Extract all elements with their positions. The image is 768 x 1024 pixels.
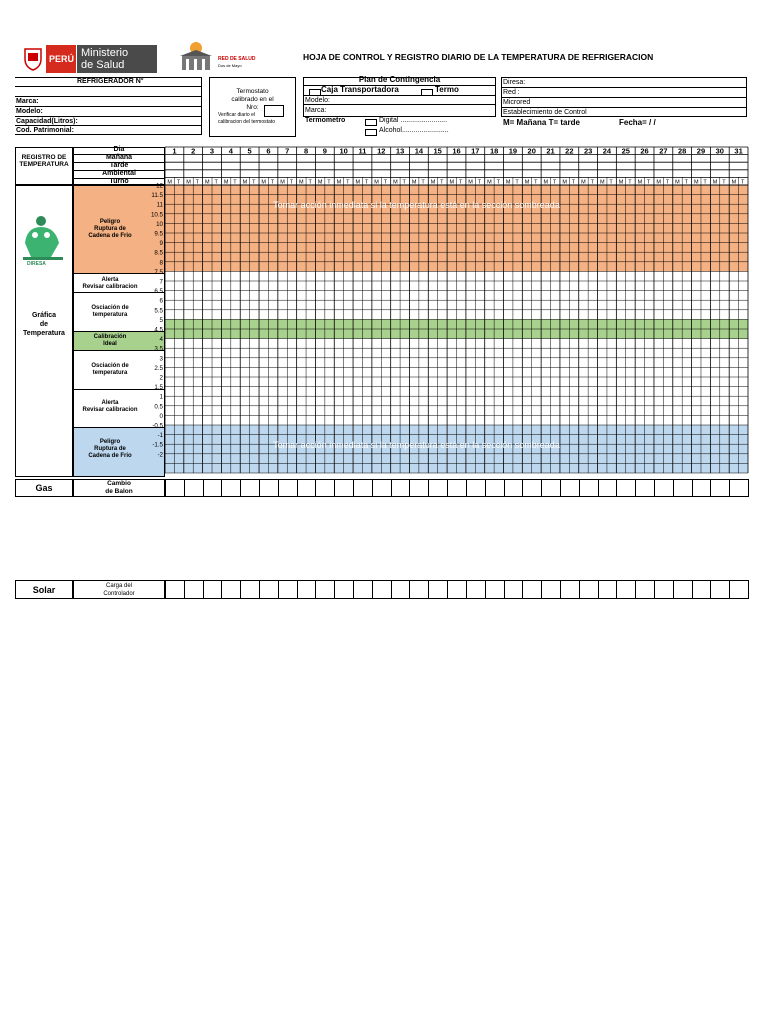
turn-m-label: M <box>336 179 342 186</box>
turn-t-label: T <box>647 179 651 186</box>
day-number: 7 <box>285 146 290 156</box>
turn-t-label: T <box>327 179 331 186</box>
turn-m-label: M <box>355 179 361 186</box>
turn-m-label: M <box>280 179 285 186</box>
gas-day-cell[interactable] <box>598 479 618 497</box>
scale-label: 0.5 <box>154 403 163 411</box>
day-number: 29 <box>696 146 706 156</box>
alerta-top-1: Alerta <box>101 277 119 283</box>
turn-t-label: T <box>195 179 200 186</box>
termo-checkbox[interactable] <box>421 89 433 96</box>
solar-day-cell[interactable] <box>334 580 354 599</box>
marca2-label: Marca: <box>305 107 327 114</box>
turn-t-label: T <box>552 179 557 186</box>
turn-m-label: M <box>656 179 661 186</box>
day-number: 24 <box>602 146 612 156</box>
turn-m-label: M <box>599 179 605 186</box>
caja-label: Caja Transportadora <box>321 85 399 94</box>
solar-day-cell[interactable] <box>560 580 580 599</box>
red-label: Red : <box>503 89 520 96</box>
turn-m-label: M <box>374 179 379 186</box>
gas-day-cell[interactable] <box>259 479 279 497</box>
gas-day-cell[interactable] <box>729 479 749 497</box>
verificar-label-1: Verificar diario el <box>218 112 255 118</box>
temperature-grid[interactable] <box>15 145 750 480</box>
scale-label: 4.5 <box>154 326 163 334</box>
alerta-bot-2: Revisar calibracion <box>82 407 138 413</box>
turn-m-label: M <box>261 179 267 186</box>
alerta-bot-1: Alerta <box>101 400 119 406</box>
gas-day-cell[interactable] <box>391 479 411 497</box>
termometro-label: Termometro <box>305 117 346 124</box>
gas-day-cell[interactable] <box>240 479 260 497</box>
gas-day-cell[interactable] <box>485 479 505 497</box>
scale-label: -2 <box>157 451 163 459</box>
dia-label: Dia <box>113 146 125 153</box>
solar-day-cell[interactable] <box>504 580 524 599</box>
grafica-label-2: de <box>39 321 49 328</box>
red-sub: Dos de Mayo <box>218 63 242 68</box>
ministry-label-2: de Salud <box>81 59 125 71</box>
solar-day-cell[interactable] <box>447 580 467 599</box>
scale-label: 4 <box>159 336 163 344</box>
scale-label: -1 <box>157 432 163 440</box>
turn-m-label: M <box>618 179 624 186</box>
day-number: 22 <box>565 146 574 156</box>
capacidad-label: Capacidad(Litros): <box>16 118 78 125</box>
gas-day-cell[interactable] <box>504 479 524 497</box>
hot-zone-message: Tomar acción inmediata si la temperatura está en la sección sombreada <box>273 200 560 211</box>
turn-m-label: M <box>581 179 586 186</box>
turn-m-label: M <box>675 179 680 186</box>
alcohol-label: Alcohol........................ <box>379 127 449 134</box>
turn-t-label: T <box>458 179 463 186</box>
solar-day-cell[interactable] <box>710 580 730 599</box>
scale-label: -1.5 <box>152 441 163 449</box>
gas-day-cell[interactable] <box>579 479 599 497</box>
solar-row <box>15 580 748 599</box>
day-number: 18 <box>489 146 499 156</box>
scale-label: 2.5 <box>154 364 163 372</box>
day-number: 30 <box>715 146 724 156</box>
peligro-hot-2: Ruptura de <box>94 226 126 232</box>
day-number: 23 <box>583 146 593 156</box>
gas-row <box>15 479 748 497</box>
solar-day-cell[interactable] <box>315 580 335 599</box>
gas-day-cell[interactable] <box>466 479 486 497</box>
turn-m-label: M <box>242 179 248 186</box>
turn-t-label: T <box>233 179 237 186</box>
modelo-label: Modelo: <box>16 108 43 115</box>
scale-label: 9.5 <box>154 230 163 238</box>
plan-contingencia-block <box>303 77 496 137</box>
peligro-cold-3: Cadena de Frio <box>88 453 132 459</box>
turn-t-label: T <box>308 179 312 186</box>
scale-label: -0.5 <box>152 422 163 430</box>
solar-day-cell[interactable] <box>184 580 204 599</box>
turn-m-label: M <box>524 179 530 186</box>
country-label: PERÚ <box>49 54 75 64</box>
gas-sub-2: de Balon <box>105 488 133 495</box>
scale-label: 10.5 <box>150 211 163 219</box>
termostato-label-2: calibrado en el <box>231 96 274 103</box>
scale-label: 7 <box>159 278 163 286</box>
turn-t-label: T <box>703 179 707 186</box>
gas-day-cell[interactable] <box>297 479 317 497</box>
page-title: HOJA DE CONTROL Y REGISTRO DIARIO DE LA TEMPERATURA DE REFRIGERACION <box>303 52 654 62</box>
turn-t-label: T <box>684 179 689 186</box>
establecimiento-block <box>501 77 747 137</box>
turn-m-label: M <box>637 179 643 186</box>
shield-icon <box>22 47 44 71</box>
solar-day-cell[interactable] <box>372 580 392 599</box>
turn-m-label: M <box>430 179 436 186</box>
solar-sub-1: Carga del <box>105 583 132 589</box>
solar-day-cell[interactable] <box>522 580 542 599</box>
solar-day-cell[interactable] <box>616 580 636 599</box>
building-icon <box>176 40 216 79</box>
turn-m-label: M <box>468 179 473 186</box>
gas-day-cell[interactable] <box>710 479 730 497</box>
scale-label: 6.5 <box>154 288 163 296</box>
modelo2-label: Modelo: <box>305 97 330 104</box>
grafica-label-3: Temperatura <box>23 330 65 337</box>
scale-label: 5 <box>159 316 163 324</box>
gas-day-cell[interactable] <box>428 479 448 497</box>
fecha-label: Fecha= / / <box>619 118 656 127</box>
solar-day-cell[interactable] <box>165 580 185 599</box>
day-number: 4 <box>228 146 233 156</box>
scale-label: 8.5 <box>154 249 163 257</box>
gas-day-cell[interactable] <box>522 479 542 497</box>
day-number: 31 <box>734 146 743 156</box>
plan-contingencia-title: Plan de Contingencia <box>358 75 441 84</box>
solar-day-cell[interactable] <box>240 580 260 599</box>
gas-day-cell[interactable] <box>409 479 429 497</box>
solar-day-cell[interactable] <box>353 580 373 599</box>
day-number: 1 <box>172 146 177 156</box>
scale-label: 11.5 <box>151 192 163 200</box>
scale-label: 7.5 <box>154 268 163 276</box>
establecimiento-label: Establecimiento de Control <box>503 109 587 116</box>
osc-top-2: temperatura <box>92 312 128 318</box>
alerta-top-2: Revisar calibracion <box>82 284 138 290</box>
scale-label: 5.5 <box>154 307 163 315</box>
turn-m-label: M <box>693 179 699 186</box>
gas-day-cell[interactable] <box>203 479 223 497</box>
termostato-label-1: Termostato <box>236 88 269 95</box>
gas-day-cell[interactable] <box>635 479 655 497</box>
gas-day-cell[interactable] <box>447 479 467 497</box>
red-de-salud-logo <box>176 40 256 74</box>
manana-label: Mañana <box>105 154 133 161</box>
scale-label: 2 <box>159 374 163 382</box>
peligro-hot-3: Cadena de Frio <box>88 233 132 239</box>
turn-t-label: T <box>176 179 181 186</box>
turn-t-label: T <box>534 179 538 186</box>
alcohol-checkbox[interactable] <box>365 129 377 136</box>
solar-day-cell[interactable] <box>391 580 411 599</box>
solar-day-cell[interactable] <box>635 580 655 599</box>
turn-t-label: T <box>440 179 444 186</box>
day-number: 26 <box>640 146 649 156</box>
cold-zone-message: Tomar acción inmediata si la temperatura está en la sección sombreada <box>273 440 560 451</box>
solar-label: Solar <box>32 585 56 595</box>
turn-m-label: M <box>487 179 492 186</box>
diresa-label: Diresa: <box>503 79 526 86</box>
gas-day-cell[interactable] <box>541 479 561 497</box>
caja-checkbox[interactable] <box>309 89 321 96</box>
gas-day-cell[interactable] <box>372 479 392 497</box>
turn-t-label: T <box>421 179 425 186</box>
solar-day-cell[interactable] <box>203 580 223 599</box>
day-number: 10 <box>339 146 348 156</box>
day-number: 17 <box>471 146 480 156</box>
turn-m-label: M <box>562 179 567 186</box>
solar-day-cell[interactable] <box>466 580 486 599</box>
turn-t-label: T <box>665 179 670 186</box>
solar-day-cell[interactable] <box>485 580 505 599</box>
peligro-cold-1: Peligro <box>99 439 121 445</box>
day-number: 15 <box>433 146 442 156</box>
scale-label: 10 <box>156 220 163 228</box>
marca-label: Marca: <box>16 98 39 105</box>
solar-day-cell[interactable] <box>598 580 618 599</box>
turn-m-label: M <box>317 179 323 186</box>
gas-day-cell[interactable] <box>353 479 373 497</box>
turn-m-label: M <box>167 179 172 186</box>
turn-t-label: T <box>270 179 275 186</box>
termostato-nro-field[interactable] <box>264 105 284 117</box>
day-number: 21 <box>546 146 555 156</box>
solar-cells[interactable] <box>165 580 748 599</box>
turn-t-label: T <box>590 179 594 186</box>
peligro-cold-2: Ruptura de <box>94 446 126 452</box>
turn-t-label: T <box>609 179 613 186</box>
scale-label: 8 <box>159 259 163 267</box>
turn-t-label: T <box>346 179 350 186</box>
turn-t-label: T <box>383 179 388 186</box>
grafica-label-1: Gráfica <box>31 312 57 319</box>
refrigerador-block <box>15 77 202 137</box>
turn-t-label: T <box>364 179 369 186</box>
turn-t-label: T <box>515 179 519 186</box>
turn-t-label: T <box>741 179 745 186</box>
day-number: 28 <box>678 146 687 156</box>
peru-logo <box>20 45 158 73</box>
day-number: 13 <box>395 146 405 156</box>
cod-patrimonial-label: Cod. Patrimonial: <box>16 127 74 134</box>
turn-m-label: M <box>543 179 549 186</box>
ministry-label-1: Ministerio <box>81 47 129 59</box>
day-number: 20 <box>527 146 536 156</box>
gas-day-cell[interactable] <box>560 479 580 497</box>
ambiental-label: Ambiental <box>102 170 136 177</box>
day-number: 19 <box>508 146 518 156</box>
day-number: 8 <box>303 146 309 156</box>
gas-day-cell[interactable] <box>692 479 712 497</box>
turn-t-label: T <box>402 179 406 186</box>
scale-label: 6 <box>159 297 163 305</box>
scale-label: 3 <box>159 355 163 363</box>
day-number: 5 <box>247 146 252 156</box>
gas-cells[interactable] <box>165 479 748 497</box>
solar-day-cell[interactable] <box>692 580 712 599</box>
red-name: RED DE SALUD <box>218 56 256 62</box>
gas-day-cell[interactable] <box>654 479 674 497</box>
diresa-logo-text: DIRESA <box>27 261 46 267</box>
scale-label: 0 <box>159 412 163 420</box>
gas-day-cell[interactable] <box>278 479 298 497</box>
gas-day-cell[interactable] <box>334 479 354 497</box>
osc-bot-1: Osciación de <box>91 363 129 369</box>
turn-m-label: M <box>205 179 210 186</box>
gas-day-cell[interactable] <box>221 479 241 497</box>
day-number: 9 <box>322 146 327 156</box>
gas-day-cell[interactable] <box>673 479 693 497</box>
turn-t-label: T <box>289 179 294 186</box>
scale-label: 11 <box>156 201 163 209</box>
turn-m-label: M <box>505 179 511 186</box>
gas-sub-1: Cambio <box>107 480 131 487</box>
turn-t-label: T <box>628 179 632 186</box>
solar-day-cell[interactable] <box>673 580 693 599</box>
scale-label: 1 <box>159 393 163 401</box>
day-number: 16 <box>452 146 461 156</box>
solar-sub-2: Controlador <box>103 591 135 597</box>
gas-day-cell[interactable] <box>184 479 204 497</box>
turn-t-label: T <box>477 179 482 186</box>
turn-m-label: M <box>449 179 455 186</box>
calib-2: Ideal <box>103 341 117 347</box>
scale-label: 12 <box>156 182 163 190</box>
gas-day-cell[interactable] <box>165 479 185 497</box>
digital-checkbox[interactable] <box>365 119 377 126</box>
turno-label: Turno <box>109 178 129 185</box>
solar-day-cell[interactable] <box>428 580 448 599</box>
turn-m-label: M <box>223 179 229 186</box>
gas-label: Gas <box>35 483 53 493</box>
solar-day-cell[interactable] <box>409 580 429 599</box>
solar-day-cell[interactable] <box>654 580 674 599</box>
osc-top-1: Osciación de <box>91 305 129 311</box>
turn-t-label: T <box>252 179 256 186</box>
day-number: 14 <box>414 146 424 156</box>
day-number: 3 <box>209 146 215 156</box>
termostato-box <box>209 77 296 137</box>
calib-1: Calibración <box>93 334 127 340</box>
solar-day-cell[interactable] <box>729 580 749 599</box>
registro-label-2: TEMPERATURA <box>19 161 69 168</box>
termo-label: Termo <box>435 85 459 94</box>
osc-bot-2: temperatura <box>92 370 128 376</box>
peligro-hot-1: Peligro <box>99 219 121 225</box>
day-number: 27 <box>659 146 668 156</box>
solar-day-cell[interactable] <box>297 580 317 599</box>
day-number: 6 <box>266 146 271 156</box>
turn-m-label: M <box>731 179 737 186</box>
turn-m-label: M <box>712 179 718 186</box>
scale-label: 3.5 <box>154 345 163 353</box>
scale-label: 9 <box>159 240 163 248</box>
turn-m-label: M <box>186 179 191 186</box>
termostato-nro-label: Nro: <box>246 104 259 111</box>
turn-t-label: T <box>214 179 218 186</box>
microred-label: Microred <box>503 99 531 106</box>
day-number: 2 <box>191 146 196 156</box>
solar-day-cell[interactable] <box>579 580 599 599</box>
day-number: 11 <box>358 146 367 156</box>
verificar-label-2: calibracion del termostato <box>218 119 275 125</box>
turn-t-label: T <box>722 179 726 186</box>
day-number: 12 <box>377 146 386 156</box>
turn-t-label: T <box>496 179 500 186</box>
digital-label: Digital ........................ <box>379 117 448 124</box>
scale-label: 1.5 <box>154 384 163 392</box>
solar-day-cell[interactable] <box>221 580 241 599</box>
gas-day-cell[interactable] <box>315 479 335 497</box>
turn-m-label: M <box>411 179 417 186</box>
turn-t-label: T <box>571 179 576 186</box>
registro-label-1: REGISTRO DE <box>21 154 67 161</box>
turn-m-label: M <box>299 179 304 186</box>
leyenda-label: M= Mañana T= tarde <box>503 118 580 127</box>
day-number: 25 <box>621 146 630 156</box>
solar-day-cell[interactable] <box>541 580 561 599</box>
tarde-label: Tarde <box>109 162 129 169</box>
solar-day-cell[interactable] <box>278 580 298 599</box>
refrigerador-label: REFRIGERADOR N° <box>77 78 144 85</box>
gas-day-cell[interactable] <box>616 479 636 497</box>
solar-day-cell[interactable] <box>259 580 279 599</box>
turn-m-label: M <box>393 179 398 186</box>
